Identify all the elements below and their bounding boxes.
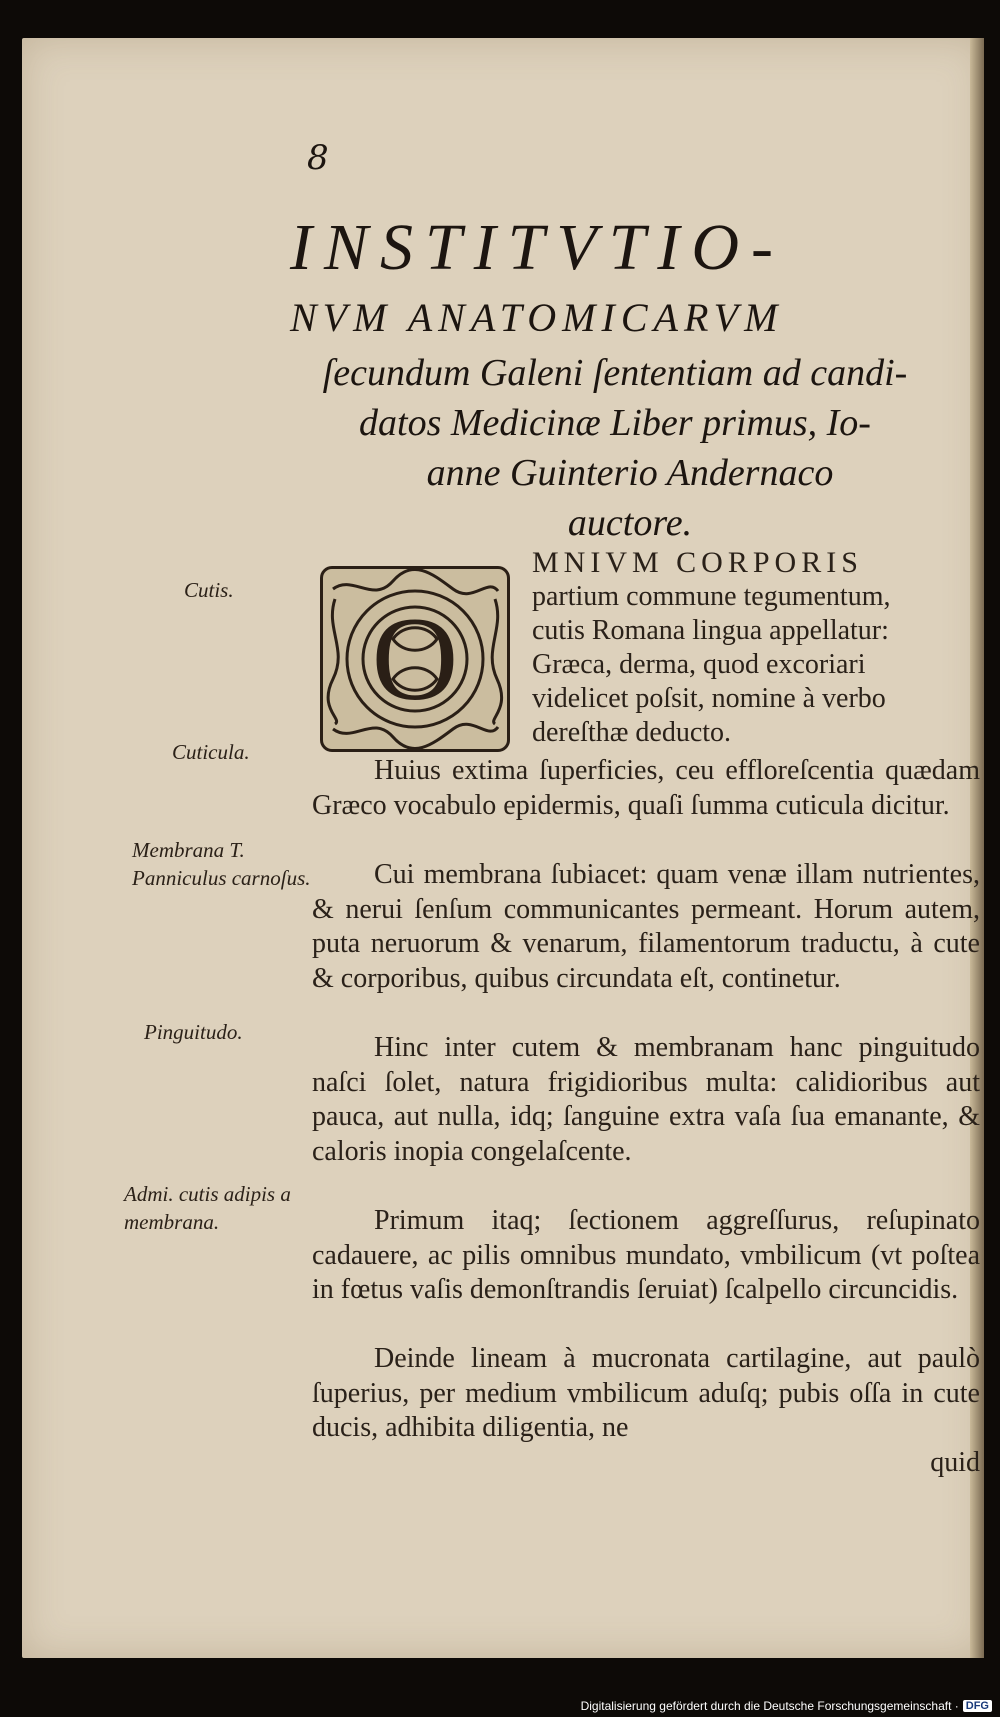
book-page xyxy=(22,38,984,1658)
title-line-6: auctore. xyxy=(567,502,693,544)
paragraph-4: Primum itaq; ſectionem aggreſſurus, reſupinato cadauere, ac pilis omnibus mundato, vmbilicum (vt poſtea in fœtus vaſis demonſtrandis ſeruiat) ſcalpello circuncidis. xyxy=(312,1205,980,1306)
opening-line-4: Græca, derma, quod excoriari xyxy=(532,649,866,680)
title-line-2: NVM ANATOMICARVM xyxy=(290,295,784,340)
title-line-1: INSTITVTIO- xyxy=(290,211,786,284)
ornament-icon xyxy=(323,569,507,749)
margin-note-cuticula: Cuticula. xyxy=(172,740,250,764)
dfg-logo-icon: DFG xyxy=(963,1700,992,1712)
margin-note-pinguitudo: Pinguitudo. xyxy=(144,1020,243,1044)
margin-note-cutis: Cutis. xyxy=(184,578,234,602)
ornamental-drop-cap xyxy=(320,566,510,752)
paragraph-3: Hinc inter cutem & membranam hanc pinguitudo naſci ſolet, natura frigidioribus multa: calidioribus aut pauca, aut nulla, idq; ſanguine extra vaſa ſua emanante, & caloris inopia congelaſcente. xyxy=(312,1032,980,1167)
opening-line-5: videlicet poſsit, nomine à verbo xyxy=(532,683,886,714)
footer-credit-text: Digitalisierung gefördert durch die Deutsche Forschungsgemeinschaft · xyxy=(580,1699,959,1713)
catchword: quid xyxy=(930,1446,980,1478)
margin-note-admi: Admi. cutis adipis a membrana. xyxy=(124,1182,291,1234)
book-title xyxy=(290,208,980,548)
opening-line-6: dereſthæ deducto. xyxy=(532,717,732,748)
paragraph-2: Cui membrana ſubiacet: quam venæ illam nutrientes, & nerui ſenſum communicantes permeant. Horum autem, puta neruorum & venarum, filamentorum traductu, à cute & corporibus, quibus circundata eſt, continetur. xyxy=(312,859,980,994)
title-line-3: ſecundum Galeni ſententiam ad candi- xyxy=(322,352,908,394)
drop-cap-letter: O xyxy=(371,592,459,725)
opening-text xyxy=(532,546,982,750)
margin-note-membrana: Membrana T. Panniculus carnoſus. xyxy=(132,838,311,890)
page-number: 8 xyxy=(307,138,329,178)
footer-credit xyxy=(581,1699,992,1713)
opening-line-2: partium commune tegumentum, xyxy=(532,581,891,612)
title-line-5: anne Guinterio Andernaco xyxy=(426,452,834,494)
opening-line-1: MNIVM CORPORIS xyxy=(532,546,863,579)
title-line-4: datos Medicinæ Liber primus, Io- xyxy=(359,402,871,444)
paragraph-1: Huius extima ſuperficies, ceu efflorеſcentia quædam Græco vocabulo epidermis, quaſi ſumma cuticula dicitur. xyxy=(312,755,980,821)
opening-line-3: cutis Romana lingua appellatur: xyxy=(532,615,889,646)
body-text xyxy=(312,754,980,1480)
paragraph-5: Deinde lineam à mucronata cartilagine, aut paulò ſuperius, per medium vmbilicum aduſq; pubis oſſa in cute ducis, adhibita diligentia, ne xyxy=(312,1343,980,1444)
